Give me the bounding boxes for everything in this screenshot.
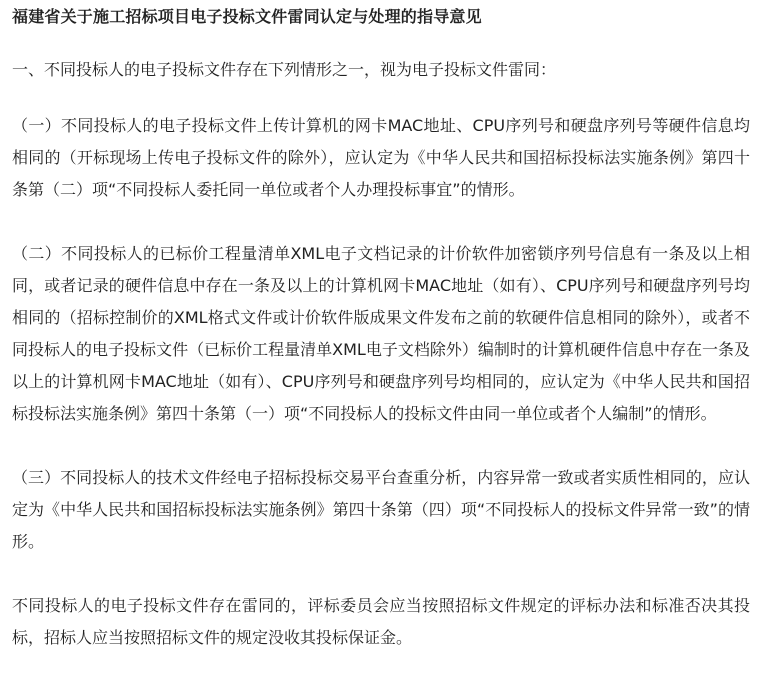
document-title: 福建省关于施工招标项目电子投标文件雷同认定与处理的指导意见 (12, 7, 482, 26)
section-heading: 一、不同投标人的电子投标文件存在下列情形之一，视为电子投标文件雷同： (12, 60, 557, 79)
paragraph-item-2: （二）不同投标人的已标价工程量清单XML电子文档记录的计价软件加密锁序列号信息有一条及以上相同，或者记录的硬件信息中存在一条及以上的计算机网卡MAC地址（如有）、CPU序列号和硬盘序列号均相同的（招标控制价的XML格式文件或计价软件版成果文件发布之前的软硬件信息相同的除外），或者不同投标人的电子投标文件（已标价工程量清单XML电子文档除外）编制时的计算机硬件信息中存在一条及以上的计算机网卡MAC地址（如有）、CPU序列号和硬盘序列号均相同的，应认定为《中华人民共和国招标投标法实施条例》第四十条第（一）项“不同投标人的投标文件由同一单位或者个人编制”的情形。 (12, 244, 750, 423)
paragraph-item-1: （一）不同投标人的电子投标文件上传计算机的网卡MAC地址、CPU序列号和硬盘序列号等硬件信息均相同的（开标现场上传电子投标文件的除外），应认定为《中华人民共和国招标投标法实施条例》第四十条第（二）项“不同投标人委托同一单位或者个人办理投标事宜”的情形。 (12, 116, 750, 199)
paragraph-item-3: （三）不同投标人的技术文件经电子招标投标交易平台查重分析，内容异常一致或者实质性相同的，应认定为《中华人民共和国招标投标法实施条例》第四十条第（四）项“不同投标人的投标文件异常一致”的情形。 (12, 468, 750, 551)
paragraph-conclusion: 不同投标人的电子投标文件存在雷同的，评标委员会应当按照招标文件规定的评标办法和标准否决其投标，招标人应当按照招标文件的规定没收其投标保证金。 (12, 596, 750, 647)
